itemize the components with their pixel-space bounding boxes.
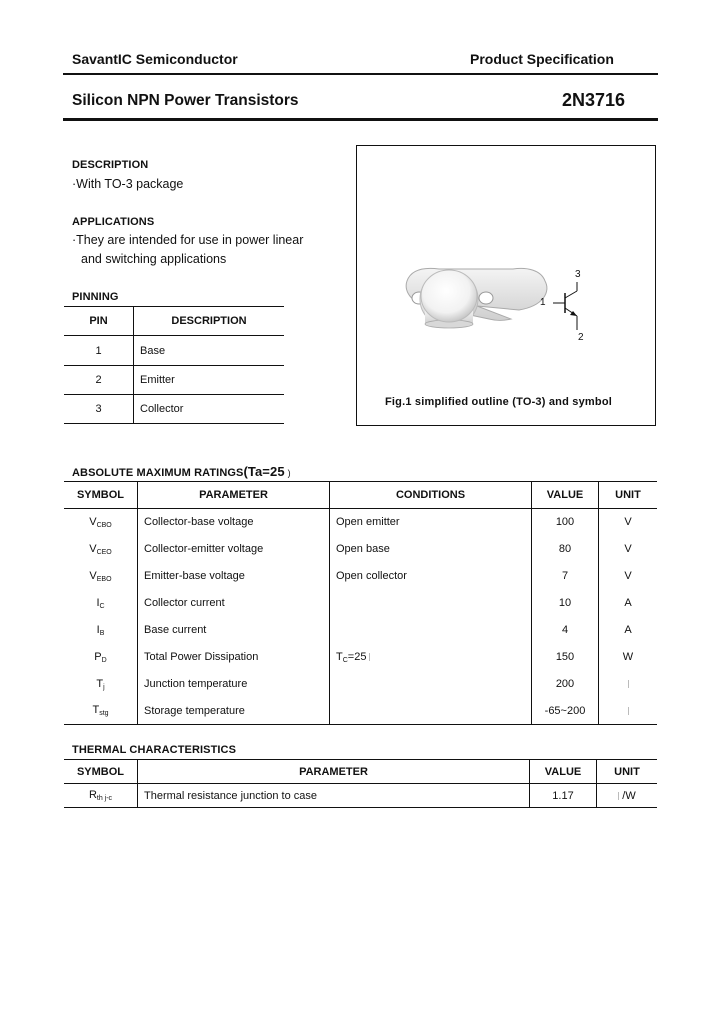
thermal-symbol-sub: th j-c — [96, 795, 113, 802]
rating-symbol-main: T — [96, 677, 104, 690]
applications-line-2: and switching applications — [81, 252, 227, 266]
abs-max-table — [64, 481, 657, 725]
degree-celsius-glyph-icon — [369, 653, 370, 661]
figure-box — [356, 145, 656, 426]
rating-condition — [330, 644, 532, 671]
document-type: Product Specification — [470, 51, 614, 67]
table-row — [64, 536, 657, 563]
rating-symbol-main: I — [96, 596, 100, 609]
table-row — [64, 784, 657, 808]
rating-symbol-main: T — [92, 704, 100, 717]
rating-symbol-sub: C — [99, 602, 105, 610]
pinning-table — [64, 306, 284, 424]
condition-sub: C — [342, 656, 348, 664]
rating-value: 150 — [532, 644, 599, 671]
company-name: SavantIC Semiconductor — [72, 51, 238, 67]
thermal-symbol — [64, 784, 138, 808]
rating-symbol-sub: stg — [99, 710, 109, 718]
parameter-column-header: PARAMETER — [138, 482, 330, 509]
rating-symbol-sub: EBO — [96, 575, 112, 583]
table-row — [64, 336, 284, 366]
rating-unit: V — [624, 570, 632, 582]
symbol-column-header: SYMBOL — [64, 482, 138, 509]
conditions-column-header: CONDITIONS — [330, 482, 532, 509]
rating-symbol-sub: CEO — [96, 548, 112, 556]
rating-value: 10 — [532, 590, 599, 617]
applications-heading: APPLICATIONS — [72, 216, 155, 228]
description-heading: DESCRIPTION — [72, 159, 149, 171]
rating-value: 100 — [532, 509, 599, 536]
pin-number: 1 — [64, 336, 134, 366]
rating-symbol-main: P — [94, 650, 102, 663]
figure-caption: Fig.1 simplified outline (TO-3) and symbol — [385, 396, 612, 408]
abs-max-heading-text: ABSOLUTE MAXIMUM RATINGS — [72, 467, 244, 479]
pin-description: Emitter — [134, 366, 285, 395]
symbol-pin-emitter-label: 2 — [578, 332, 584, 343]
rating-unit — [599, 698, 658, 725]
npn-transistor-symbol — [357, 146, 655, 425]
abs-max-rows — [64, 509, 657, 725]
table-row — [64, 563, 657, 590]
pin-description: Base — [134, 336, 285, 366]
rating-unit — [599, 671, 658, 698]
degree-celsius-glyph-icon — [628, 707, 629, 715]
rating-condition: Open collector — [330, 563, 532, 590]
rating-parameter: Emitter-base voltage — [138, 563, 330, 590]
table-row — [64, 509, 657, 536]
rating-value: 200 — [532, 671, 599, 698]
degree-celsius-glyph-icon — [618, 792, 619, 800]
unit-column-header: UNIT — [599, 482, 658, 509]
thermal-symbol-main: R — [88, 789, 97, 801]
rating-symbol — [64, 536, 138, 563]
thermal-unit-column-header: UNIT — [597, 760, 658, 784]
rating-condition: Open emitter — [330, 509, 532, 536]
rating-parameter: Storage temperature — [138, 698, 330, 725]
rating-symbol — [64, 509, 138, 536]
pin-number: 3 — [64, 395, 134, 424]
rating-value: 7 — [532, 563, 599, 590]
rating-symbol-main: V — [89, 569, 97, 582]
rating-symbol-main: I — [96, 623, 100, 636]
rating-parameter: Collector-base voltage — [138, 509, 330, 536]
rating-symbol-sub: j — [103, 683, 105, 691]
rating-condition: Open base — [330, 536, 532, 563]
symbol-pin-collector-label: 3 — [575, 269, 581, 280]
thermal-header-row — [64, 760, 657, 784]
rating-parameter: Total Power Dissipation — [138, 644, 330, 671]
abs-max-header-row — [64, 482, 657, 509]
product-line: Silicon NPN Power Transistors — [72, 92, 299, 109]
applications-line-1: ·They are intended for use in power linear — [72, 233, 304, 247]
thermal-unit-text: /W — [622, 789, 636, 802]
abs-max-heading-condition-end: ) — [287, 468, 291, 478]
table-row — [64, 366, 284, 395]
value-column-header: VALUE — [532, 482, 599, 509]
rating-parameter: Base current — [138, 617, 330, 644]
rating-symbol — [64, 698, 138, 725]
rating-parameter: Collector-emitter voltage — [138, 536, 330, 563]
pin-number: 2 — [64, 366, 134, 395]
pin-description: Collector — [134, 395, 285, 424]
thermal-heading: THERMAL CHARACTERISTICS — [72, 744, 237, 756]
rating-unit: V — [624, 516, 632, 529]
rating-condition — [330, 671, 532, 698]
header-rule-bottom — [63, 118, 658, 121]
table-row — [64, 698, 657, 725]
table-row — [64, 590, 657, 617]
rating-symbol — [64, 590, 138, 617]
rating-unit: A — [624, 624, 632, 636]
thermal-table — [64, 759, 657, 808]
abs-max-heading-condition: (Ta=25 — [243, 464, 285, 479]
header-rule-top — [63, 73, 658, 75]
rating-unit: A — [624, 597, 632, 609]
thermal-value-column-header: VALUE — [530, 760, 597, 784]
pin-column-header: PIN — [64, 307, 134, 336]
condition-rest: =25 — [347, 650, 367, 663]
thermal-parameter: Thermal resistance junction to case — [138, 784, 530, 808]
rating-unit: W — [622, 651, 634, 663]
rating-symbol — [64, 671, 138, 698]
table-row — [64, 617, 657, 644]
rating-condition — [330, 617, 532, 644]
abs-max-heading — [72, 464, 291, 479]
rating-parameter: Collector current — [138, 590, 330, 617]
degree-celsius-glyph-icon — [628, 680, 629, 688]
part-number: 2N3716 — [562, 90, 626, 110]
rating-symbol-main: V — [89, 542, 97, 555]
rating-symbol-sub: B — [99, 629, 105, 637]
rating-unit: V — [624, 543, 632, 555]
rating-symbol-main: V — [89, 515, 97, 528]
rating-symbol — [64, 563, 138, 590]
rating-value: -65~200 — [532, 698, 599, 725]
rating-symbol-sub: CBO — [96, 521, 112, 529]
description-item: ·With TO-3 package — [72, 177, 184, 191]
rating-symbol-sub: D — [101, 656, 107, 664]
rating-symbol — [64, 644, 138, 671]
table-row — [64, 671, 657, 698]
condition-main: T — [336, 650, 343, 663]
rating-symbol — [64, 617, 138, 644]
table-row — [64, 395, 284, 424]
rating-value: 4 — [532, 617, 599, 644]
symbol-pin-base-label: 1 — [540, 297, 546, 308]
pin-description-column-header: DESCRIPTION — [134, 307, 285, 336]
thermal-symbol-column-header: SYMBOL — [64, 760, 138, 784]
rating-condition — [330, 590, 532, 617]
table-row — [64, 644, 657, 671]
rating-value: 80 — [532, 536, 599, 563]
rating-parameter: Junction temperature — [138, 671, 330, 698]
thermal-value: 1.17 — [530, 784, 597, 808]
rating-condition — [330, 698, 532, 725]
pinning-header-row — [64, 307, 284, 336]
thermal-parameter-column-header: PARAMETER — [138, 760, 530, 784]
thermal-unit — [597, 784, 658, 808]
pinning-heading: PINNING — [72, 291, 119, 303]
